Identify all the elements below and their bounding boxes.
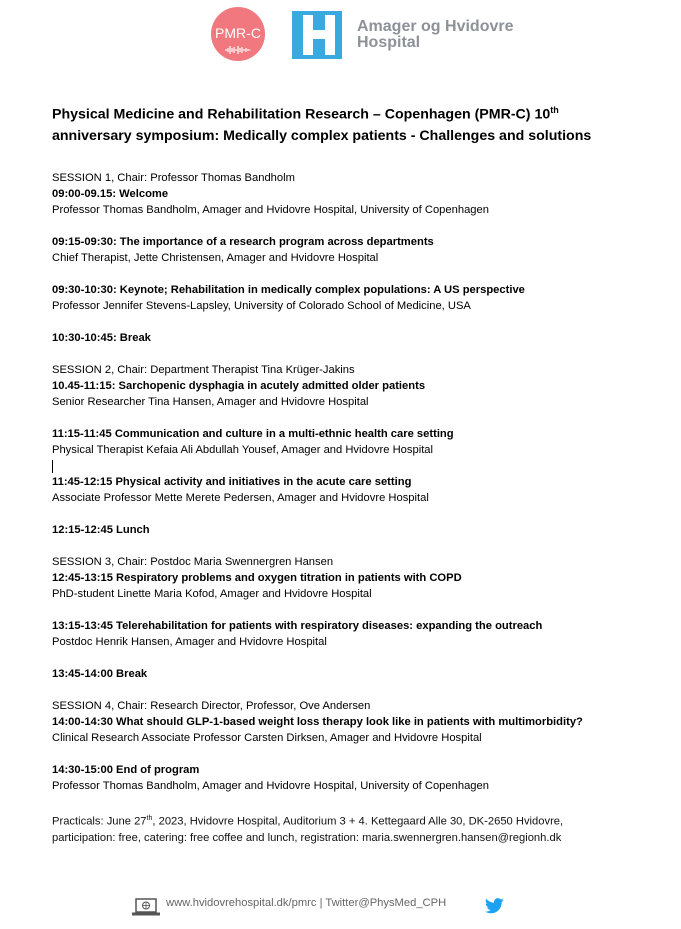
agenda-item-title: 10.45-11:15: Sarchopenic dysphagia in acutely admitted older patients [52,380,426,392]
footer-text[interactable]: www.hvidovrehospital.dk/pmrc | Twitter@PhysMed_CPH [166,897,447,909]
agenda-item-title: 09:00-09.15: Welcome [52,188,169,200]
title-part1: Physical Medicine and Rehabilitation Research – Copenhagen (PMR-C) 10 [52,106,551,123]
agenda-item-title: 12:45-13:15 Respiratory problems and oxygen titration in patients with COPD [52,572,462,584]
practicals [52,811,662,846]
practicals-sup: th [146,815,153,822]
header [0,0,681,70]
region-h-logo [292,11,342,59]
title-part2: anniversary symposium: Medically complex patients - Challenges and solutions [52,127,592,144]
document-title [52,100,652,147]
session-4-chair: SESSION 4, Chair: Research Director, Professor, Ove Andersen [52,700,371,712]
agenda-item-speaker: Professor Jennifer Stevens-Lapsley, University of Colorado School of Medicine, USA [52,300,471,312]
text-cursor [52,458,652,474]
session-3-chair: SESSION 3, Chair: Postdoc Maria Swennergren Hansen [52,556,334,568]
hospital-name-line1: Amager og Hvidovre [357,18,514,35]
agenda-item-speaker: Associate Professor Mette Merete Pedersen, Amager and Hvidovre Hospital [52,492,429,504]
agenda-item-title: 11:15-11:45 Communication and culture in a multi-ethnic health care setting [52,428,454,440]
agenda-item-title: 09:15-09:30: The importance of a research program across departments [52,236,434,248]
break-item: 13:45-14:00 Break [52,668,148,680]
practicals-line1-b: , 2023, Hvidovre Hospital, Auditorium 3 + 4. Kettegaard Alle 30, DK-2650 Hvidovre, [152,815,564,828]
end-item-title: 14:30-15:00 End of program [52,764,200,776]
agenda-item-speaker: Physical Therapist Kefaia Ali Abdullah Yousef, Amager and Hvidovre Hospital [52,444,434,456]
practicals-line2: participation: free, catering: free coffee and lunch, registration: maria.swennergren.hansen@regionh.dk [52,831,562,844]
agenda-item-speaker: Postdoc Henrik Hansen, Amager and Hvidovre Hospital [52,636,327,648]
agenda-item-title: 14:00-14:30 What should GLP-1-based weight loss therapy look like in patients with multimorbidity? [52,716,583,728]
program-list [52,170,652,794]
pmrc-logo-text: PMR-C [215,25,261,41]
pmrc-logo [211,7,265,61]
hospital-name-line2: Hospital [357,34,421,51]
region-label: REGION [293,17,300,45]
agenda-item-speaker: Clinical Research Associate Professor Carsten Dirksen, Amager and Hvidovre Hospital [52,732,482,744]
session-1-chair: SESSION 1, Chair: Professor Thomas Bandholm [52,172,295,184]
twitter-icon[interactable] [485,898,504,914]
agenda-item-title: 11:45-12:15 Physical activity and initiatives in the acute care setting [52,476,412,488]
agenda-item-speaker: Chief Therapist, Jette Christensen, Amager and Hvidovre Hospital [52,252,379,264]
laptop-icon [131,897,161,917]
title-sup: th [550,105,559,115]
agenda-item-speaker: PhD-student Linette Maria Kofod, Amager and Hvidovre Hospital [52,588,372,600]
session-2-chair: SESSION 2, Chair: Department Therapist Tina Krüger-Jakins [52,364,355,376]
agenda-item-title: 13:15-13:45 Telerehabilitation for patients with respiratory diseases: expanding the outreach [52,620,543,632]
sound-wave-icon [225,45,251,55]
agenda-item-title: 09:30-10:30: Keynote; Rehabilitation in medically complex populations: A US perspective [52,284,525,296]
footer [0,894,681,920]
break-item: 10:30-10:45: Break [52,332,151,344]
end-item-speaker: Professor Thomas Bandholm, Amager and Hvidovre Hospital, University of Copenhagen [52,780,489,792]
practicals-line1-a: Practicals: June 27 [52,815,147,828]
lunch-item: 12:15-12:45 Lunch [52,524,150,536]
hospital-name [357,19,513,51]
agenda-item-speaker: Senior Researcher Tina Hansen, Amager and Hvidovre Hospital [52,396,369,408]
agenda-item-speaker: Professor Thomas Bandholm, Amager and Hvidovre Hospital, University of Copenhagen [52,204,489,216]
